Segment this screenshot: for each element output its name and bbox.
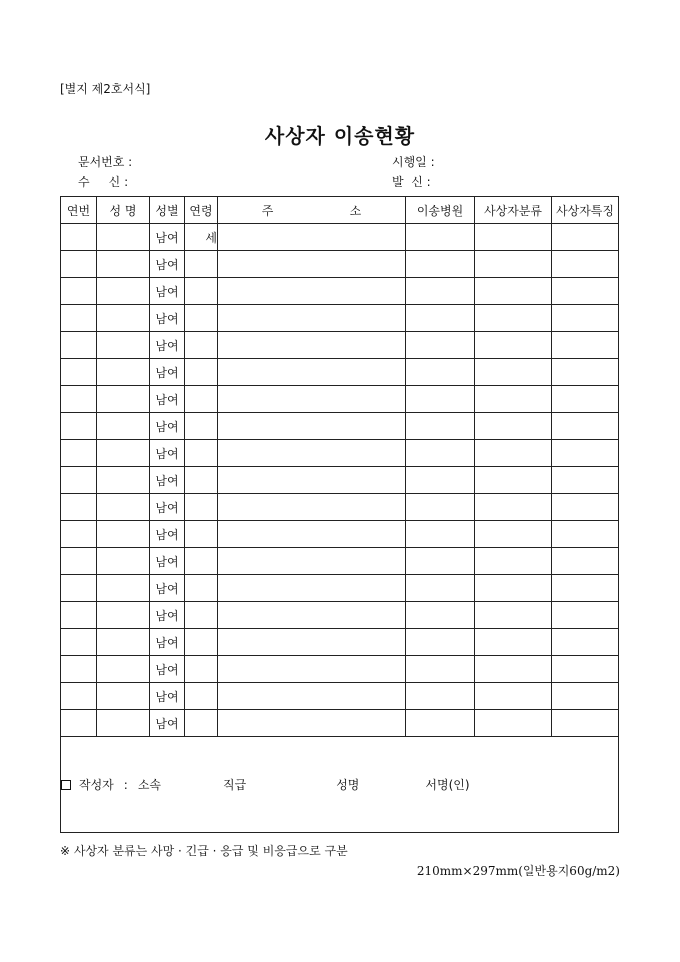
signature-row (61, 737, 619, 833)
gender-cell[interactable]: 남여 (150, 359, 185, 386)
table-row (61, 494, 619, 521)
table-row (61, 440, 619, 467)
characteristics-cell[interactable] (552, 683, 619, 710)
form-number-label: [별지 제2호서식] (60, 82, 151, 96)
name-cell[interactable] (97, 278, 150, 305)
table-row (61, 278, 619, 305)
table-row (61, 251, 619, 278)
classification-cell[interactable] (475, 521, 552, 548)
name-cell[interactable] (97, 575, 150, 602)
address-cell[interactable] (218, 575, 406, 602)
serial-cell[interactable] (61, 683, 97, 710)
serial-cell[interactable] (61, 305, 97, 332)
hospital-cell[interactable] (406, 413, 475, 440)
name-cell[interactable] (97, 440, 150, 467)
classification-cell[interactable] (475, 656, 552, 683)
classification-cell[interactable] (475, 413, 552, 440)
gender-cell[interactable]: 남여 (150, 224, 185, 251)
table-row (61, 656, 619, 683)
hospital-cell[interactable] (406, 251, 475, 278)
table-row (61, 467, 619, 494)
characteristics-cell[interactable] (552, 548, 619, 575)
table-row (61, 521, 619, 548)
document-number-label: 문서번호 : (78, 155, 133, 169)
header-characteristics: 사상자특징 (552, 197, 619, 224)
gender-cell[interactable]: 남여 (150, 683, 185, 710)
serial-cell[interactable] (61, 224, 97, 251)
characteristics-cell[interactable] (552, 467, 619, 494)
hospital-cell[interactable] (406, 548, 475, 575)
characteristics-cell[interactable] (552, 386, 619, 413)
name-cell[interactable] (97, 332, 150, 359)
name-cell[interactable] (97, 386, 150, 413)
age-cell[interactable] (185, 548, 218, 575)
header-name: 성 명 (97, 197, 150, 224)
gender-cell[interactable]: 남여 (150, 467, 185, 494)
name-cell[interactable] (97, 710, 150, 737)
serial-cell[interactable] (61, 548, 97, 575)
gender-cell[interactable]: 남여 (150, 440, 185, 467)
hospital-cell[interactable] (406, 494, 475, 521)
writer-label: 작성자 (79, 778, 114, 792)
table-row (61, 683, 619, 710)
hospital-cell[interactable] (406, 629, 475, 656)
age-cell[interactable] (185, 521, 218, 548)
characteristics-cell[interactable] (552, 278, 619, 305)
hospital-cell[interactable] (406, 710, 475, 737)
gender-cell[interactable]: 남여 (150, 710, 185, 737)
age-cell[interactable] (185, 386, 218, 413)
rank-label: 직급 (223, 778, 247, 792)
name-cell[interactable] (97, 224, 150, 251)
serial-cell[interactable] (61, 494, 97, 521)
characteristics-cell[interactable] (552, 575, 619, 602)
serial-cell[interactable] (61, 467, 97, 494)
name-cell[interactable] (97, 656, 150, 683)
hospital-cell[interactable] (406, 656, 475, 683)
recipient-label: 수 신 : (78, 175, 129, 189)
serial-cell[interactable] (61, 521, 97, 548)
name-cell[interactable] (97, 548, 150, 575)
sign-label: 서명(인) (425, 778, 470, 792)
sender-label: 발 신 : (392, 175, 431, 189)
characteristics-cell[interactable] (552, 656, 619, 683)
name-cell[interactable] (97, 413, 150, 440)
signature-line (61, 776, 618, 793)
header-hospital: 이송병원 (406, 197, 475, 224)
gender-cell[interactable]: 남여 (150, 602, 185, 629)
address-cell[interactable] (218, 683, 406, 710)
classification-cell[interactable] (475, 494, 552, 521)
name-cell[interactable] (97, 359, 150, 386)
address-cell[interactable] (218, 305, 406, 332)
age-cell[interactable] (185, 602, 218, 629)
age-cell[interactable] (185, 467, 218, 494)
classification-cell[interactable] (475, 683, 552, 710)
serial-cell[interactable] (61, 710, 97, 737)
table-row (61, 413, 619, 440)
serial-cell[interactable] (61, 413, 97, 440)
hospital-cell[interactable] (406, 386, 475, 413)
classification-cell[interactable] (475, 629, 552, 656)
table-row (61, 386, 619, 413)
hospital-cell[interactable] (406, 467, 475, 494)
address-cell[interactable] (218, 386, 406, 413)
serial-cell[interactable] (61, 440, 97, 467)
classification-cell[interactable] (475, 440, 552, 467)
address-cell[interactable] (218, 710, 406, 737)
execution-date-label: 시행일 : (392, 155, 435, 169)
gender-cell[interactable]: 남여 (150, 494, 185, 521)
hospital-cell[interactable] (406, 440, 475, 467)
casualty-transfer-table (60, 196, 619, 833)
classification-note: ※ 사상자 분류는 사망 · 긴급 · 응급 및 비응급으로 구분 (60, 844, 348, 858)
table-row (61, 602, 619, 629)
age-cell[interactable] (185, 332, 218, 359)
classification-cell[interactable] (475, 278, 552, 305)
table-row (61, 548, 619, 575)
age-cell[interactable] (185, 629, 218, 656)
gender-cell[interactable]: 남여 (150, 278, 185, 305)
table-row (61, 332, 619, 359)
hospital-cell[interactable] (406, 602, 475, 629)
table-row (61, 224, 619, 251)
age-cell[interactable] (185, 440, 218, 467)
name-cell[interactable] (97, 494, 150, 521)
classification-cell[interactable] (475, 548, 552, 575)
classification-cell[interactable] (475, 467, 552, 494)
age-cell[interactable] (185, 494, 218, 521)
classification-cell[interactable] (475, 224, 552, 251)
serial-cell[interactable] (61, 629, 97, 656)
address-cell[interactable] (218, 359, 406, 386)
address-cell[interactable] (218, 656, 406, 683)
address-cell[interactable] (218, 548, 406, 575)
gender-cell[interactable]: 남여 (150, 251, 185, 278)
gender-cell[interactable]: 남여 (150, 575, 185, 602)
signature-cell (61, 737, 619, 833)
hospital-cell[interactable] (406, 332, 475, 359)
serial-cell[interactable] (61, 386, 97, 413)
serial-cell[interactable] (61, 251, 97, 278)
serial-cell[interactable] (61, 575, 97, 602)
name-cell[interactable] (97, 629, 150, 656)
name-cell[interactable] (97, 521, 150, 548)
age-cell[interactable] (185, 251, 218, 278)
age-cell[interactable] (185, 305, 218, 332)
hospital-cell[interactable] (406, 359, 475, 386)
hospital-cell[interactable] (406, 683, 475, 710)
address-cell[interactable] (218, 521, 406, 548)
address-cell[interactable] (218, 467, 406, 494)
header-classification: 사상자분류 (475, 197, 552, 224)
header-address: 주 소 (218, 197, 406, 224)
characteristics-cell[interactable] (552, 224, 619, 251)
gender-cell[interactable]: 남여 (150, 548, 185, 575)
address-cell[interactable] (218, 494, 406, 521)
table-header-row (61, 197, 619, 224)
name-cell[interactable] (97, 467, 150, 494)
name-label: 성명 (336, 778, 360, 792)
classification-cell[interactable] (475, 602, 552, 629)
table-row (61, 629, 619, 656)
serial-cell[interactable] (61, 656, 97, 683)
age-cell[interactable] (185, 683, 218, 710)
gender-cell[interactable]: 남여 (150, 629, 185, 656)
age-cell[interactable] (185, 278, 218, 305)
address-cell[interactable] (218, 224, 406, 251)
header-age: 연령 (185, 197, 218, 224)
address-cell[interactable] (218, 251, 406, 278)
address-cell[interactable] (218, 413, 406, 440)
name-cell[interactable] (97, 305, 150, 332)
age-cell[interactable] (185, 575, 218, 602)
characteristics-cell[interactable] (552, 629, 619, 656)
writer-colon: : (123, 777, 128, 792)
characteristics-cell[interactable] (552, 251, 619, 278)
gender-cell[interactable]: 남여 (150, 332, 185, 359)
characteristics-cell[interactable] (552, 305, 619, 332)
serial-cell[interactable] (61, 278, 97, 305)
characteristics-cell[interactable] (552, 710, 619, 737)
table-row (61, 305, 619, 332)
hospital-cell[interactable] (406, 305, 475, 332)
serial-cell[interactable] (61, 359, 97, 386)
name-cell[interactable] (97, 602, 150, 629)
gender-cell[interactable]: 남여 (150, 413, 185, 440)
classification-cell[interactable] (475, 359, 552, 386)
address-cell[interactable] (218, 629, 406, 656)
address-cell[interactable] (218, 440, 406, 467)
affiliation-label: 소속 (137, 778, 162, 792)
paper-size-label: 210mm×297mm(일반용지60g/m2) (416, 864, 620, 878)
address-cell[interactable] (218, 332, 406, 359)
age-cell[interactable] (185, 359, 218, 386)
gender-cell[interactable]: 남여 (150, 305, 185, 332)
classification-cell[interactable] (475, 332, 552, 359)
serial-cell[interactable] (61, 602, 97, 629)
age-cell[interactable] (185, 413, 218, 440)
classification-cell[interactable] (475, 305, 552, 332)
characteristics-cell[interactable] (552, 602, 619, 629)
age-cell[interactable] (185, 710, 218, 737)
characteristics-cell[interactable] (552, 359, 619, 386)
characteristics-cell[interactable] (552, 521, 619, 548)
classification-cell[interactable] (475, 710, 552, 737)
table-row (61, 710, 619, 737)
name-cell[interactable] (97, 683, 150, 710)
header-gender: 성별 (150, 197, 185, 224)
gender-cell[interactable]: 남여 (150, 656, 185, 683)
age-cell[interactable] (185, 656, 218, 683)
table-row (61, 575, 619, 602)
name-cell[interactable] (97, 251, 150, 278)
age-cell[interactable]: 세 (185, 224, 218, 251)
serial-cell[interactable] (61, 332, 97, 359)
characteristics-cell[interactable] (552, 332, 619, 359)
table-row (61, 359, 619, 386)
characteristics-cell[interactable] (552, 440, 619, 467)
characteristics-cell[interactable] (552, 494, 619, 521)
hospital-cell[interactable] (406, 278, 475, 305)
header-serial: 연번 (61, 197, 97, 224)
checkbox-icon[interactable] (61, 780, 71, 790)
address-cell[interactable] (218, 278, 406, 305)
classification-cell[interactable] (475, 386, 552, 413)
gender-cell[interactable]: 남여 (150, 386, 185, 413)
address-cell[interactable] (218, 602, 406, 629)
classification-cell[interactable] (475, 251, 552, 278)
hospital-cell[interactable] (406, 224, 475, 251)
characteristics-cell[interactable] (552, 413, 619, 440)
gender-cell[interactable]: 남여 (150, 521, 185, 548)
document-title: 사상자 이송현황 (264, 124, 416, 148)
hospital-cell[interactable] (406, 521, 475, 548)
hospital-cell[interactable] (406, 575, 475, 602)
classification-cell[interactable] (475, 575, 552, 602)
